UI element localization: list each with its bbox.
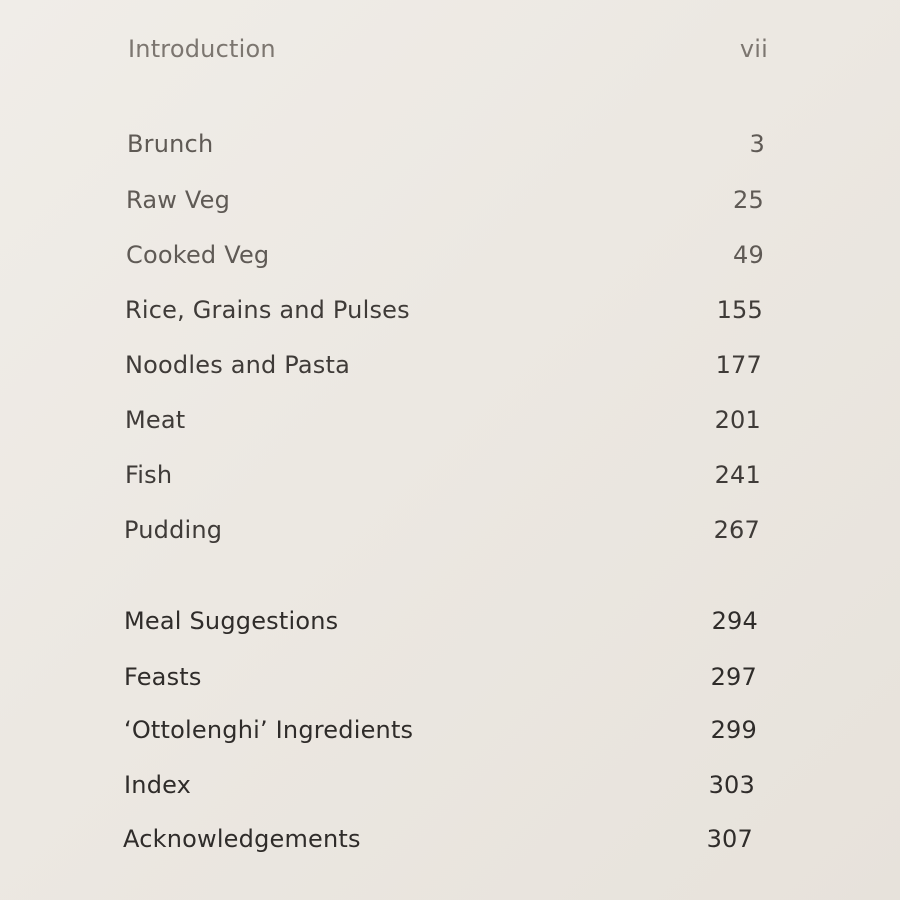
toc-entry-title: Meal Suggestions [124, 607, 339, 635]
toc-entry-acknowledgements [123, 822, 753, 856]
toc-entry-page: 3 [749, 130, 765, 158]
toc-entry-page: 177 [715, 351, 762, 379]
toc-entry-page: 201 [714, 406, 761, 434]
toc-entry-title: Pudding [124, 516, 223, 544]
toc-entry-page: 294 [711, 607, 758, 635]
toc-entry-noodles-pasta [125, 348, 762, 382]
toc-entry-page: 303 [708, 771, 755, 799]
toc-entry-ottolenghi-ingredients [124, 713, 757, 747]
toc-entry-page: 25 [733, 186, 764, 214]
toc-entry-title: Fish [125, 461, 173, 489]
toc-entry-title: Meat [125, 406, 186, 434]
toc-entry-page: 299 [710, 716, 757, 744]
toc-entry-index [124, 768, 755, 802]
toc-entry-page: 155 [716, 296, 763, 324]
toc-entry-page: 49 [733, 241, 764, 269]
toc-entry-meat [125, 403, 761, 437]
toc-entry-fish [125, 458, 761, 492]
toc-entry-brunch [127, 127, 765, 161]
toc-entry-rice-grains-pulses [125, 293, 763, 327]
toc-entry-cooked-veg [126, 238, 764, 272]
toc-entry-title: ‘Ottolenghi’ Ingredients [124, 716, 414, 744]
toc-entry-title: Introduction [128, 35, 276, 63]
toc-entry-pudding [124, 513, 760, 547]
toc-entry-page: 297 [710, 663, 757, 691]
toc-entry-title: Noodles and Pasta [125, 351, 351, 379]
toc-entry-raw-veg [126, 183, 764, 217]
toc-entry-title: Index [124, 771, 192, 799]
toc-entry-feasts [124, 660, 757, 694]
toc-entry-meal-suggestions [124, 604, 758, 638]
toc-entry-introduction [128, 32, 768, 66]
toc-entry-page: vii [739, 35, 768, 63]
toc-entry-title: Raw Veg [126, 186, 231, 214]
toc-entry-title: Brunch [127, 130, 214, 158]
toc-entry-page: 307 [706, 825, 753, 853]
toc-entry-title: Acknowledgements [123, 825, 361, 853]
toc-entry-title: Cooked Veg [126, 241, 270, 269]
toc-entry-page: 267 [713, 516, 760, 544]
toc-entry-title: Rice, Grains and Pulses [125, 296, 410, 324]
toc-entry-page: 241 [714, 461, 761, 489]
toc-entry-title: Feasts [124, 663, 202, 691]
